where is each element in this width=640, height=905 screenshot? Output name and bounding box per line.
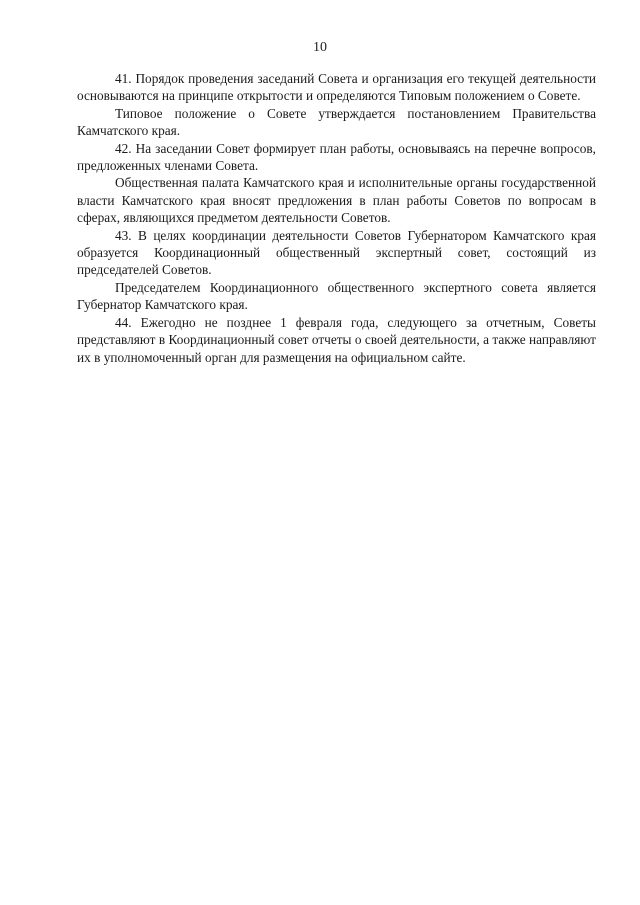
page-number: 10 (313, 40, 327, 55)
paragraph-44: 44. Ежегодно не позднее 1 февраля года, следующего за отчетным, Советы представляют в Координационный совет отчеты о своей деятельности, а также направляют их в уполномоченный орган для размещения на официальном сайте. (77, 314, 596, 365)
paragraph-43-continuation: Председателем Координационного общественного экспертного совета является Губернатор Камчатского края. (77, 279, 596, 313)
paragraph-41-continuation: Типовое положение о Совете утверждается постановлением Правительства Камчатского края. (77, 105, 596, 139)
paragraph-42: 42. На заседании Совет формирует план работы, основываясь на перечне вопросов, предложенных членами Совета. (77, 140, 596, 174)
paragraph-41: 41. Порядок проведения заседаний Совета и организация его текущей деятельности основываются на принципе открытости и определяются Типовым положением о Совете. (77, 71, 596, 104)
paragraph-42-continuation: Общественная палата Камчатского края и исполнительные органы государственной власти Камчатского края вносят предложения в план работы Советов по вопросам в сферах, являющихся предметом деятельности Советов. (77, 175, 596, 226)
paragraph-43: 43. В целях координации деятельности Советов Губернатором Камчатского края образуется Координационный общественный экспертный совет, состоящий из председателей Советов. (77, 227, 596, 278)
document-body (77, 70, 596, 366)
